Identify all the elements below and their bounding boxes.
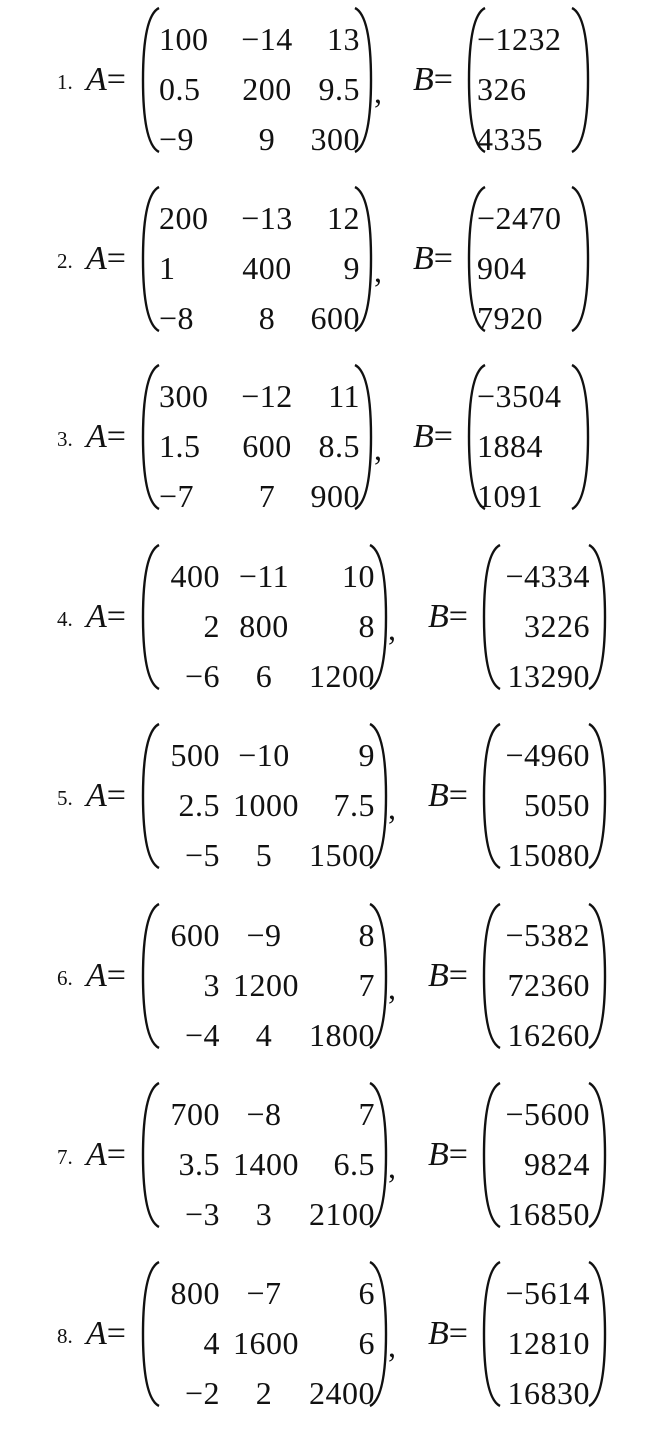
- matrix-a-letter: A: [86, 1136, 107, 1173]
- matrix-a-cell: −14: [241, 21, 293, 57]
- problem-item: [0, 1256, 650, 1416]
- matrix-a-cell: −7: [246, 1275, 282, 1311]
- matrix-a-cell: −13: [241, 200, 293, 236]
- matrix-b-letter: B: [428, 1136, 449, 1173]
- matrix-a-cell: 1: [159, 250, 176, 286]
- matrix-a-label: [86, 597, 126, 637]
- matrix-a-cell: 8: [358, 917, 375, 953]
- left-parenthesis: [141, 6, 161, 154]
- matrix-a-cell: −6: [184, 658, 220, 694]
- matrix-a-cell: 1000: [233, 787, 299, 823]
- problem-number: 7.: [57, 1145, 73, 1169]
- matrix-a-cell: 3: [255, 1196, 273, 1232]
- equals-sign: =: [106, 1136, 126, 1173]
- matrix-b-letter: B: [413, 240, 434, 277]
- matrix-b-letter: B: [413, 418, 434, 455]
- matrix-a-cell: 6.5: [333, 1146, 375, 1182]
- matrix-b-label: [413, 239, 453, 279]
- equals-sign: =: [106, 61, 126, 98]
- equals-sign: =: [106, 777, 126, 814]
- matrix-a-cell: 12: [327, 200, 360, 236]
- problem-number: 6.: [57, 966, 73, 990]
- vector-b-cell: 1884: [477, 428, 543, 464]
- matrix-a-cell: 7.5: [333, 787, 375, 823]
- matrix-a-cell: 800: [239, 608, 289, 644]
- right-parenthesis: [587, 543, 607, 691]
- matrix-a-cell: 7: [358, 967, 375, 1003]
- problem-item: [0, 181, 650, 341]
- vector-b-cell: 4335: [477, 121, 543, 157]
- vector-b-cell: 904: [477, 250, 527, 286]
- matrix-a-cell: 600: [242, 428, 292, 464]
- matrix-a-cell: 11: [328, 378, 360, 414]
- separator-comma: ,: [388, 1328, 396, 1364]
- vector-b-cell: −5382: [505, 917, 590, 953]
- vector-b-cell: 16830: [507, 1375, 590, 1411]
- matrix-a-cell: 7: [358, 1096, 375, 1132]
- equals-sign: =: [106, 957, 126, 994]
- matrix-a-cell: −3: [184, 1196, 220, 1232]
- matrix-a-label: [86, 1135, 126, 1175]
- matrix-a-cell: 6: [358, 1275, 375, 1311]
- right-parenthesis: [587, 1081, 607, 1229]
- matrix-a-cell: 3.5: [178, 1146, 220, 1182]
- problem-item: [0, 898, 650, 1058]
- vector-b-cell: −4960: [505, 737, 590, 773]
- separator-comma: ,: [388, 970, 396, 1006]
- vector-b-cell: −1232: [477, 21, 562, 57]
- matrix-a-cell: −11: [238, 558, 290, 594]
- matrix-a-cell: 6: [255, 658, 273, 694]
- equals-sign: =: [448, 1136, 468, 1173]
- equals-sign: =: [106, 598, 126, 635]
- matrix-a-cell: −9: [246, 917, 282, 953]
- matrix-a-label: [86, 60, 126, 100]
- matrix-a-letter: A: [86, 957, 107, 994]
- matrix-a-cell: −5: [184, 837, 220, 873]
- matrix-a-letter: A: [86, 240, 107, 277]
- matrix-a-cell: 500: [170, 737, 220, 773]
- matrix-a-cell: −4: [184, 1017, 220, 1053]
- matrix-a-cell: 1800: [309, 1017, 375, 1053]
- matrix-a-cell: 2: [255, 1375, 273, 1411]
- matrix-a-label: [86, 417, 126, 457]
- separator-comma: ,: [388, 611, 396, 647]
- problem-number: 8.: [57, 1324, 73, 1348]
- matrix-a-cell: 400: [170, 558, 220, 594]
- matrix-a-cell: 1600: [233, 1325, 299, 1361]
- vector-b-cell: 15080: [507, 837, 590, 873]
- matrix-a-cell: 1200: [233, 967, 299, 1003]
- matrix-a-cell: −2: [184, 1375, 220, 1411]
- right-parenthesis: [570, 363, 590, 511]
- matrix-a-cell: 300: [310, 121, 360, 157]
- separator-comma: ,: [388, 1149, 396, 1185]
- right-parenthesis: [587, 1260, 607, 1408]
- vector-b-cell: 72360: [507, 967, 590, 1003]
- matrix-a-cell: 1200: [309, 658, 375, 694]
- matrix-a-cell: −9: [159, 121, 195, 157]
- matrix-a-cell: 800: [170, 1275, 220, 1311]
- matrix-a-cell: −12: [241, 378, 293, 414]
- left-parenthesis: [141, 363, 161, 511]
- separator-comma: ,: [374, 431, 382, 467]
- matrix-b-label: [413, 60, 453, 100]
- equals-sign: =: [106, 418, 126, 455]
- separator-comma: ,: [374, 74, 382, 110]
- matrix-a-cell: 600: [170, 917, 220, 953]
- matrix-a-cell: 2400: [309, 1375, 375, 1411]
- matrix-a-label: [86, 1314, 126, 1354]
- matrix-a-letter: A: [86, 777, 107, 814]
- vector-b-cell: 12810: [507, 1325, 590, 1361]
- vector-b-cell: 7920: [477, 300, 543, 336]
- matrix-a-cell: 2.5: [178, 787, 220, 823]
- right-parenthesis: [587, 902, 607, 1050]
- vector-b-cell: 9824: [524, 1146, 590, 1182]
- matrix-b-letter: B: [428, 598, 449, 635]
- problem-item: [0, 718, 650, 878]
- matrix-a-cell: 2100: [309, 1196, 375, 1232]
- matrix-a-cell: 300: [159, 378, 209, 414]
- vector-b-cell: −3504: [477, 378, 562, 414]
- matrix-a-cell: 400: [242, 250, 292, 286]
- matrix-b-label: [428, 597, 468, 637]
- equals-sign: =: [433, 240, 453, 277]
- matrix-a-cell: 200: [242, 71, 292, 107]
- matrix-a-cell: 200: [159, 200, 209, 236]
- matrix-a-cell: 8: [358, 608, 375, 644]
- matrix-a-label: [86, 776, 126, 816]
- matrix-a-cell: 1.5: [159, 428, 201, 464]
- separator-comma: ,: [388, 790, 396, 826]
- problem-item: [0, 539, 650, 699]
- matrix-a-cell: 4: [255, 1017, 273, 1053]
- problem-item: [0, 2, 650, 162]
- matrix-a-cell: 9: [258, 121, 276, 157]
- matrix-a-letter: A: [86, 418, 107, 455]
- matrix-a-label: [86, 239, 126, 279]
- problem-number: 2.: [57, 249, 73, 273]
- matrix-a-cell: 8: [258, 300, 276, 336]
- equals-sign: =: [448, 598, 468, 635]
- matrix-b-label: [413, 417, 453, 457]
- vector-b-cell: 5050: [524, 787, 590, 823]
- matrix-b-letter: B: [428, 957, 449, 994]
- matrix-a-label: [86, 956, 126, 996]
- matrix-a-letter: A: [86, 1315, 107, 1352]
- equals-sign: =: [106, 240, 126, 277]
- vector-b-cell: −5614: [505, 1275, 590, 1311]
- matrix-b-label: [428, 776, 468, 816]
- matrix-a-cell: 8.5: [318, 428, 360, 464]
- problem-number: 3.: [57, 427, 73, 451]
- equals-sign: =: [448, 777, 468, 814]
- matrix-a-cell: −8: [159, 300, 195, 336]
- problem-number: 4.: [57, 607, 73, 631]
- vector-b-cell: −4334: [505, 558, 590, 594]
- problem-item: [0, 1077, 650, 1237]
- matrix-a-cell: 13: [327, 21, 360, 57]
- equals-sign: =: [448, 1315, 468, 1352]
- matrix-b-letter: B: [428, 777, 449, 814]
- matrix-a-cell: −10: [238, 737, 290, 773]
- matrix-b-label: [428, 1135, 468, 1175]
- right-parenthesis: [570, 185, 590, 333]
- vector-b-cell: 3226: [524, 608, 590, 644]
- matrix-b-label: [428, 956, 468, 996]
- problem-number: 1.: [57, 70, 73, 94]
- matrix-a-cell: 700: [170, 1096, 220, 1132]
- equals-sign: =: [106, 1315, 126, 1352]
- matrix-a-letter: A: [86, 598, 107, 635]
- matrix-a-cell: −7: [159, 478, 195, 514]
- right-parenthesis: [587, 722, 607, 870]
- equals-sign: =: [433, 418, 453, 455]
- matrix-a-cell: 1400: [233, 1146, 299, 1182]
- matrix-b-letter: B: [413, 61, 434, 98]
- matrix-a-cell: 9: [358, 737, 375, 773]
- matrix-a-cell: 600: [310, 300, 360, 336]
- problem-item: [0, 359, 650, 519]
- matrix-a-cell: 9.5: [318, 71, 360, 107]
- right-parenthesis: [570, 6, 590, 154]
- matrix-b-letter: B: [428, 1315, 449, 1352]
- matrix-a-cell: 6: [358, 1325, 375, 1361]
- matrix-b-label: [428, 1314, 468, 1354]
- matrix-a-cell: 100: [159, 21, 209, 57]
- separator-comma: ,: [374, 253, 382, 289]
- matrix-a-cell: 4: [203, 1325, 220, 1361]
- vector-b-cell: −5600: [505, 1096, 590, 1132]
- matrix-a-cell: 10: [342, 558, 375, 594]
- matrix-a-cell: 5: [255, 837, 273, 873]
- matrix-a-cell: 2: [203, 608, 220, 644]
- vector-b-cell: 13290: [507, 658, 590, 694]
- vector-b-cell: 16850: [507, 1196, 590, 1232]
- matrix-a-cell: 1500: [309, 837, 375, 873]
- matrix-a-letter: A: [86, 61, 107, 98]
- matrix-a-cell: 9: [343, 250, 360, 286]
- left-parenthesis: [141, 185, 161, 333]
- matrix-a-cell: 900: [310, 478, 360, 514]
- matrix-a-cell: −8: [246, 1096, 282, 1132]
- equals-sign: =: [448, 957, 468, 994]
- matrix-a-cell: 3: [203, 967, 220, 1003]
- equals-sign: =: [433, 61, 453, 98]
- matrix-a-cell: 0.5: [159, 71, 201, 107]
- problem-number: 5.: [57, 786, 73, 810]
- vector-b-cell: −2470: [477, 200, 562, 236]
- matrix-a-cell: 7: [258, 478, 276, 514]
- vector-b-cell: 16260: [507, 1017, 590, 1053]
- vector-b-cell: 326: [477, 71, 527, 107]
- vector-b-cell: 1091: [477, 478, 543, 514]
